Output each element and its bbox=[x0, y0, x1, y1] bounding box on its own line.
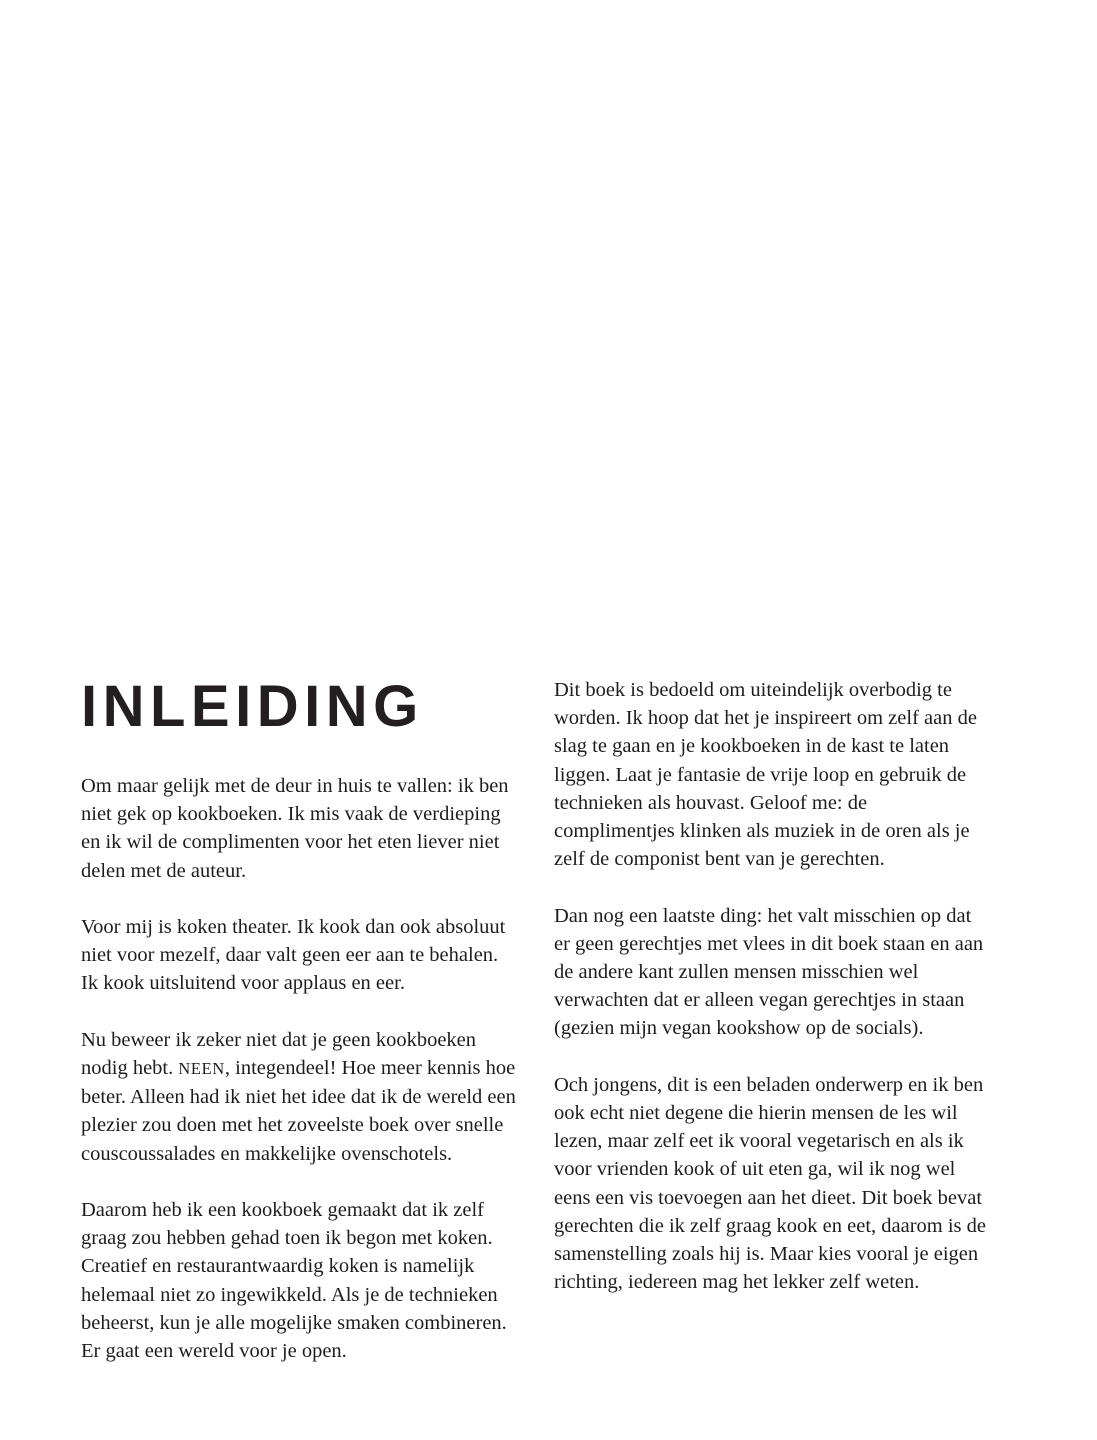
paragraph: Voor mij is koken theater. Ik kook dan ook absoluut niet voor mezelf, daar valt geen eer aan te behalen. Ik kook uitsluitend voor applaus en eer. bbox=[81, 916, 506, 995]
page-title: INLEIDING bbox=[81, 674, 424, 739]
right-column bbox=[554, 676, 990, 1296]
paragraph: Och jongens, dit is een beladen onderwerp en ik ben ook echt niet degene die hierin mensen de les wil lezen, maar zelf eet ik vooral vegetarisch en als ik voor vrienden kook of uit eten ga, wil ik nog wel eens een vis toevoegen aan het dieet. Dit boek bevat gerechten die ik zelf graag kook en eet, daarom is de samenstelling zoals hij is. Maar kies vooral je eigen richting, iedereen mag het lekker zelf weten. bbox=[554, 1073, 987, 1294]
paragraph: Dan nog een laatste ding: het valt misschien op dat er geen gerechtjes met vlees in dit boek staan en aan de andere kant zullen mensen misschien wel verwachten dat er alleen vegan gerechtjes in staan (gezien mijn vegan kookshow op de socials). bbox=[554, 904, 984, 1040]
paragraph: Daarom heb ik een kookboek gemaakt dat ik zelf graag zou hebben gehad toen ik begon met koken. Creatief en restaurantwaardig koken is namelijk helemaal niet zo ingewikkeld. Als je de technieken beheerst, kun je alle mogelijke smaken combineren. Er gaat een wereld voor je open. bbox=[81, 1199, 507, 1363]
paragraph-text-after-smallcaps: , integendeel! Hoe meer kennis hoe beter. Alleen had ik niet het idee dat ik de wereld een plezier zou doen met het zoveelste boek over snelle couscoussalades en makkelijke ovenschotels. bbox=[81, 1057, 516, 1165]
paragraph-with-smallcaps bbox=[81, 1026, 517, 1168]
smallcaps-emphasis: NEEN bbox=[178, 1059, 225, 1078]
paragraph: Dit boek is bedoeld om uiteindelijk overbodig te worden. Ik hoop dat het je inspireert om zelf aan de slag te gaan en je kookboeken in de kast te laten liggen. Laat je fantasie de vrije loop en gebruik de technieken als houvast. Geloof me: de complimentjes klinken als muziek in de oren als je zelf de componist bent van je gerechten. bbox=[554, 679, 977, 871]
two-column-layout bbox=[81, 676, 990, 1365]
paragraph: Om maar gelijk met de deur in huis te vallen: ik ben niet gek op kookboeken. Ik mis vaak de verdieping en ik wil de complimenten voor het eten liever niet delen met de auteur. bbox=[81, 775, 509, 882]
paragraph-text-before-smallcaps: Nu beweer ik zeker niet dat je geen kookboeken nodig hebt. bbox=[81, 1028, 477, 1079]
left-column bbox=[81, 676, 517, 1365]
